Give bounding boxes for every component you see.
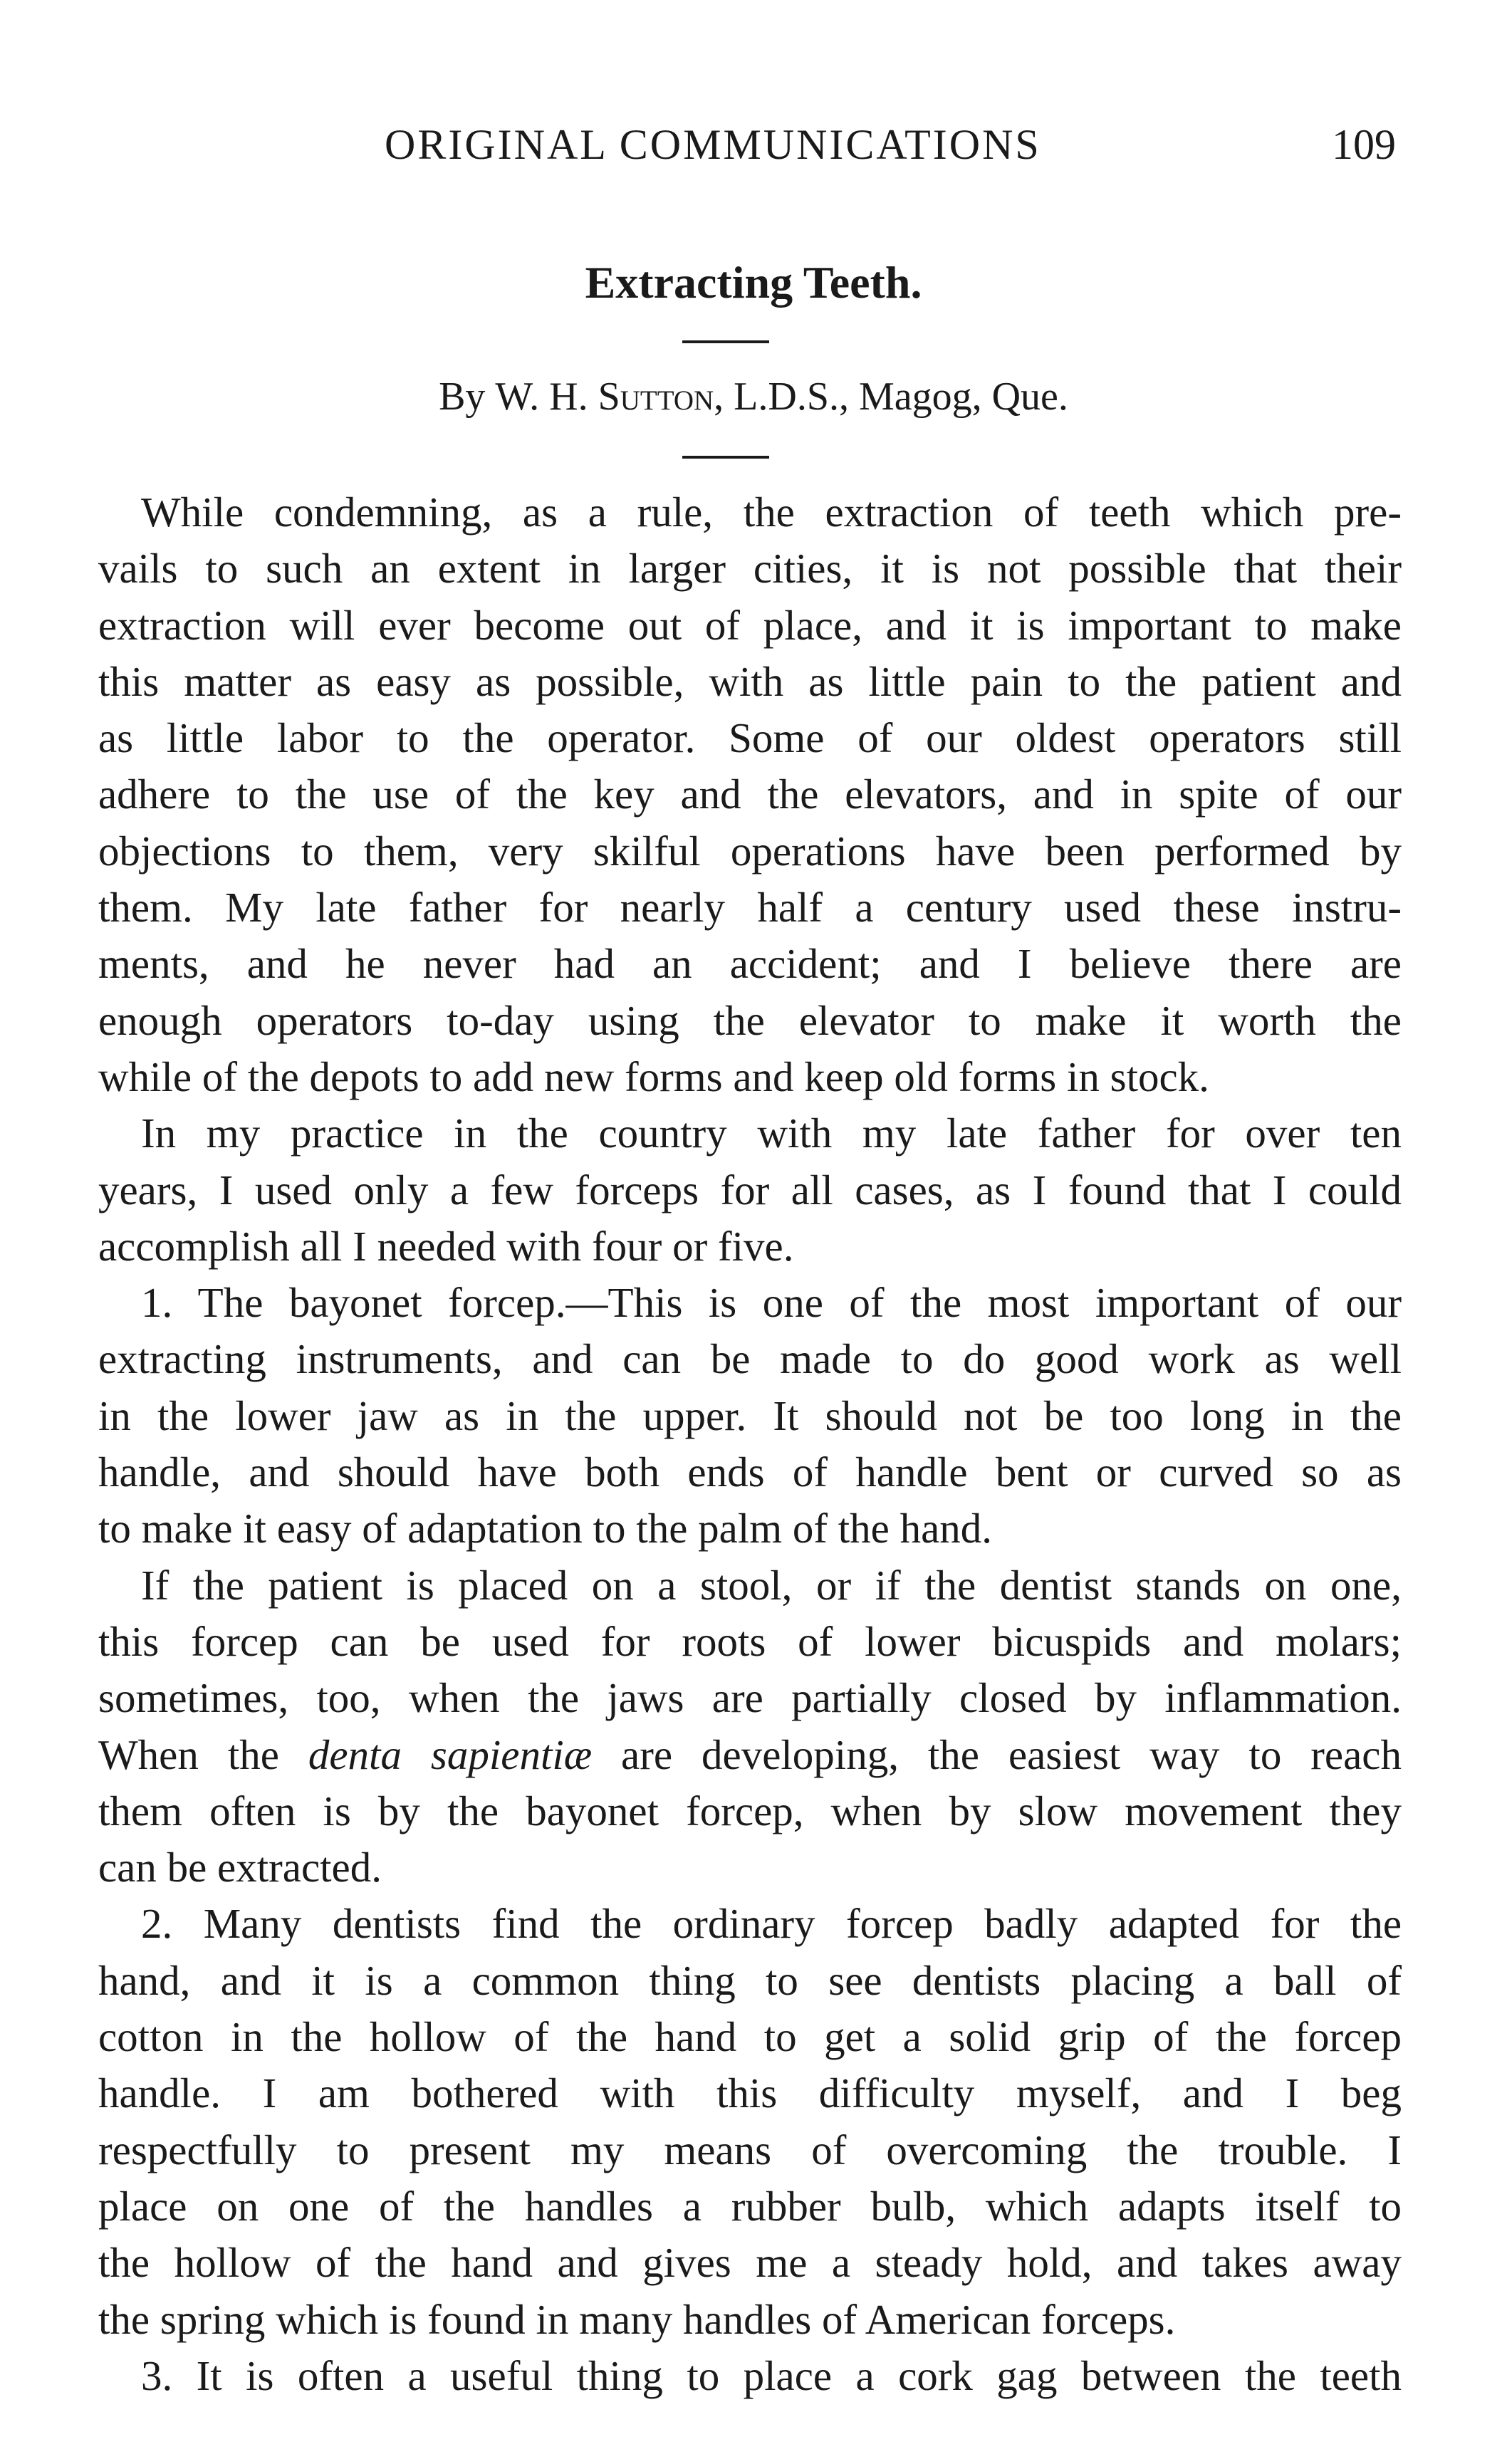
text-line: to make it easy of adaptation to the palm of the hand. [98, 1505, 993, 1552]
text-line: them often is by the bayonet forcep, when by slow movement they [98, 1787, 1402, 1834]
text-line: this matter as easy as possible, with as little pain to the patient and [98, 657, 1402, 705]
text-line: extracting instruments, and can be made to do good work as well [98, 1335, 1402, 1383]
paragraph-rubber-bulb [56, 1896, 1402, 2347]
text-line: If the patient is placed on a stool, or if the dentist stands on one, [141, 1561, 1402, 1609]
running-head [0, 113, 1507, 177]
text-line: while of the depots to add new forms and keep old forms in stock. [98, 1053, 1209, 1100]
text-line: handle. I am bothered with this difficulty myself, and I beg [98, 2069, 1402, 2117]
text-line: objections to them, very skilful operations have been performed by [98, 827, 1402, 875]
byline [0, 365, 1507, 429]
byline-divider [682, 456, 769, 459]
text-line: In my practice in the country with my late father for over ten [141, 1110, 1402, 1157]
text-line: respectfully to present my means of overcoming the trouble. I [98, 2126, 1402, 2173]
text-line: ments, and he never had an accident; and I believe there are [98, 940, 1402, 988]
text-line: While condemning, as a rule, the extraction of teeth which pre- [141, 489, 1402, 536]
text-line: this forcep can be used for roots of lower bicuspids and molars; [98, 1617, 1402, 1665]
text-line: the spring which is found in many handles of American forceps. [98, 2295, 1176, 2343]
latin-term: denta sapientiæ [308, 1730, 593, 1778]
text-line: in the lower jaw as in the upper. It should not be too long in the [98, 1392, 1402, 1439]
text-line: the hollow of the hand and gives me a steady hold, and takes away [98, 2239, 1402, 2287]
text-line: 2. Many dentists find the ordinary forcep badly adapted for the [141, 1900, 1402, 1948]
text-line: adhere to the use of the key and the elevators, and in spite of our [98, 771, 1402, 818]
text-line: enough operators to-day using the elevator to make it worth the [98, 996, 1402, 1044]
text-line: extraction will ever become out of place, and it is important to make [98, 601, 1402, 649]
text-line: as little labor to the operator. Some of our oldest operators still [98, 714, 1402, 762]
text-fragment: When the [98, 1730, 308, 1778]
article-title: Extracting Teeth. [585, 257, 922, 308]
paragraph-cork-gag [56, 2348, 1402, 2404]
text-line: 3. It is often a useful thing to place a cork gag between the teeth [141, 2351, 1402, 2399]
text-line: 1. The bayonet forcep.—This is one of the most important of our [141, 1279, 1402, 1327]
text-line: cotton in the hollow of the hand to get a solid grip of the forcep [98, 2013, 1402, 2061]
running-title: ORIGINAL COMMUNICATIONS [385, 121, 1041, 168]
paragraph-practice [56, 1105, 1402, 1275]
paragraph-bayonet-forcep [56, 1275, 1402, 1557]
byline-author: W. H. Sutton [495, 375, 714, 419]
page-number: 109 [1332, 121, 1396, 168]
text-line: accomplish all I needed with four or five. [98, 1222, 794, 1270]
title-divider [682, 340, 769, 343]
text-fragment: are developing, the easiest way to reach [592, 1730, 1402, 1778]
text-line: sometimes, too, when the jaws are partially closed by inflammation. [98, 1674, 1402, 1722]
byline-suffix: , L.D.S., Magog, Que. [714, 375, 1068, 419]
text-line: hand, and it is a common thing to see dentists placing a ball of [98, 1956, 1402, 2004]
text-line: can be extracted. [98, 1844, 382, 1891]
text-line: place on one of the handles a rubber bulb, which adapts itself to [98, 2182, 1402, 2230]
byline-prefix: By [439, 375, 496, 419]
text-line: handle, and should have both ends of handle bent or curved so as [98, 1448, 1402, 1496]
article-body [56, 484, 1402, 2404]
text-line: vails to such an extent in larger cities, it is not possible that their [98, 545, 1402, 592]
text-line: years, I used only a few forceps for all cases, as I found that I could [98, 1166, 1402, 1213]
text-line [56, 1727, 1402, 1783]
text-line: them. My late father for nearly half a century used these instru- [98, 884, 1402, 931]
paragraph-intro [56, 484, 1402, 1105]
paragraph-stool [56, 1557, 1402, 1896]
